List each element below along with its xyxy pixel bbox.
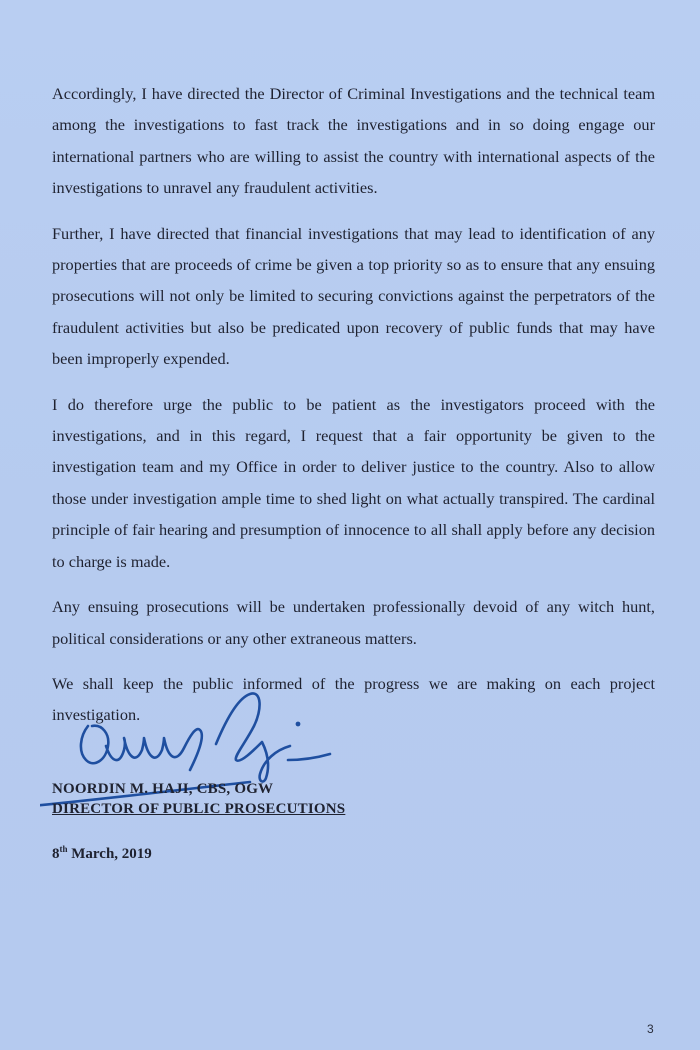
paragraph-public-patience: I do therefore urge the public to be patient as the investigators proceed with the investigations, and in this regard, I request that a fair opportunity be given to the investigation team and my Office in order to deliver justice to the country. Also to allow those under investigation ample time to shed light on what actually transpired. The cardinal principle of fair hearing and presumption of innocence to all shall apply before any decision to charge is made.	[52, 394, 655, 571]
date-ordinal-suffix: th	[59, 844, 68, 854]
paragraph-directive-dci: Accordingly, I have directed the Director of Criminal Investigations and the technical team among the investigations to fast track the investigations and in so doing engage our international partners who are willing to assist the country with international aspects of the investigations to unravel any fraudulent activities.	[52, 84, 655, 198]
signatory-name: NOORDIN M. HAJI, CBS, OGW	[52, 781, 274, 797]
signature-stroke-main	[81, 726, 202, 770]
signature-block	[52, 780, 652, 819]
signature-stroke-tail	[288, 754, 330, 760]
paragraph-keep-informed: We shall keep the public informed of the progress we are making on each project investigation.	[52, 673, 655, 725]
page-number: 3	[647, 1022, 654, 1036]
letter-body	[52, 78, 655, 731]
signatory-title: DIRECTOR OF PUBLIC PROSECUTIONS	[52, 801, 346, 817]
date-day: 8	[52, 846, 60, 862]
letter-date	[52, 844, 152, 864]
paragraph-financial-investigations: Further, I have directed that financial investigations that may lead to identification of any properties that are proceeds of crime be given a top priority so as to ensure that any ensuing prosecutions will not only be limited to securing convictions against the perpetrators of the fraudulent activities but also be predicated upon recovery of public funds that may have been improperly expended.	[52, 223, 655, 369]
date-rest: March, 2019	[67, 846, 152, 862]
paragraph-professional-prosecutions: Any ensuing prosecutions will be undertaken professionally devoid of any witch hunt, political considerations or any other extraneous matters.	[52, 597, 655, 648]
